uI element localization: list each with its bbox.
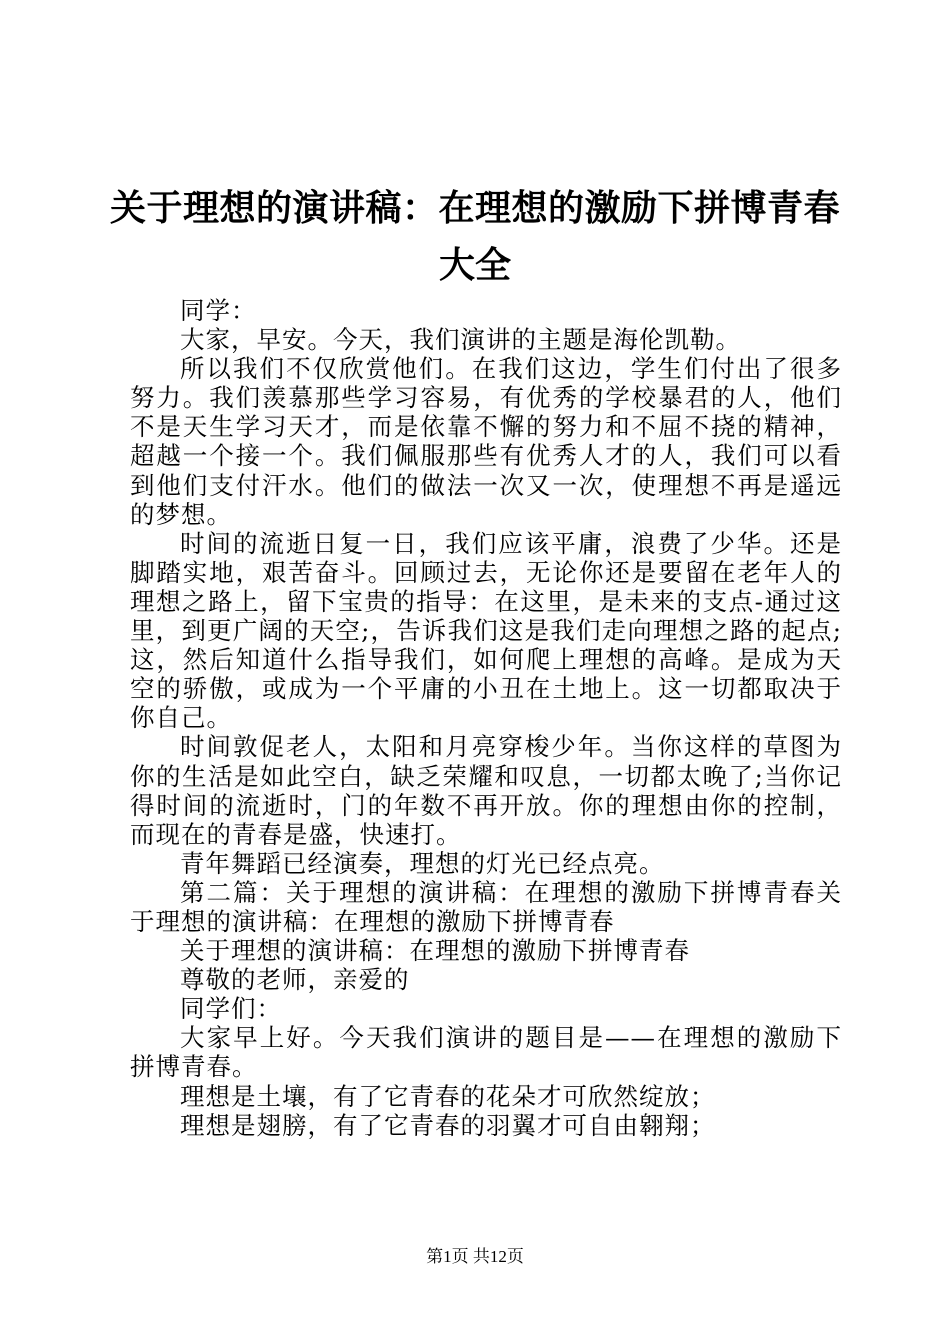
paragraph-7: 第二篇：关于理想的演讲稿：在理想的激励下拼博青春关于理想的演讲稿：在理想的激励下拼博青春 <box>130 877 842 936</box>
paragraph-1: 同学： <box>180 296 257 325</box>
paragraph-6: 青年舞蹈已经演奏，理想的灯光已经点亮。 <box>180 848 665 878</box>
paragraph-9: 尊敬的老师，亲爱的 <box>180 965 410 995</box>
paragraph-12: 理想是土壤，有了它青春的花朵才可欣然绽放； <box>180 1081 716 1111</box>
paragraph-5: 时间敦促老人，太阳和月亮穿梭少年。当你这样的草图为你的生活是如此空白，缺乏荣耀和叹息，一切都太晚了;当你记得时间的流逝时，门的年数不再开放。你的理想由你的控制，而现在的青春是盛，快速打。 <box>130 732 842 849</box>
paragraph-11: 大家早上好。今天我们演讲的题目是——在理想的激励下拼博青春。 <box>130 1023 842 1082</box>
paragraph-8: 关于理想的演讲稿：在理想的激励下拼博青春 <box>180 936 690 966</box>
page-number-footer: 第1页 共12页 <box>426 1247 524 1266</box>
paragraph-13: 理想是翅膀，有了它青春的羽翼才可自由翱翔； <box>180 1110 716 1140</box>
document-title-line-2: 大全 <box>438 245 511 286</box>
paragraph-2: 大家，早安。今天，我们演讲的主题是海伦凯勒。 <box>180 325 741 355</box>
document-body <box>130 296 842 1140</box>
paragraph-4: 时间的流逝日复一日，我们应该平庸，浪费了少华。还是脚踏实地，艰苦奋斗。回顾过去，无论你还是要留在老年人的理想之路上，留下宝贵的指导：在这里，是未来的支点-通过这里，到更广阔的天空;，告诉我们这是我们走向理想之路的起点;这，然后知道什么指导我们，如何爬上理想的高峰。是成为天空的骄傲，或成为一个平庸的小丑在土地上。这一切都取决于你自己。 <box>130 528 842 733</box>
document-title-line-1: 关于理想的演讲稿：在理想的激励下拼博青春 <box>110 188 841 229</box>
paragraph-3: 所以我们不仅欣赏他们。在我们这边，学生们付出了很多努力。我们羡慕那些学习容易，有优秀的学校暴君的人，他们不是天生学习天才，而是依靠不懈的努力和不屈不挠的精神，超越一个接一个。我们佩服那些有优秀人才的人，我们可以看到他们支付汗水。他们的做法一次又一次，使理想不再是遥远的梦想。 <box>130 354 842 529</box>
paragraph-10: 同学们： <box>180 994 282 1024</box>
